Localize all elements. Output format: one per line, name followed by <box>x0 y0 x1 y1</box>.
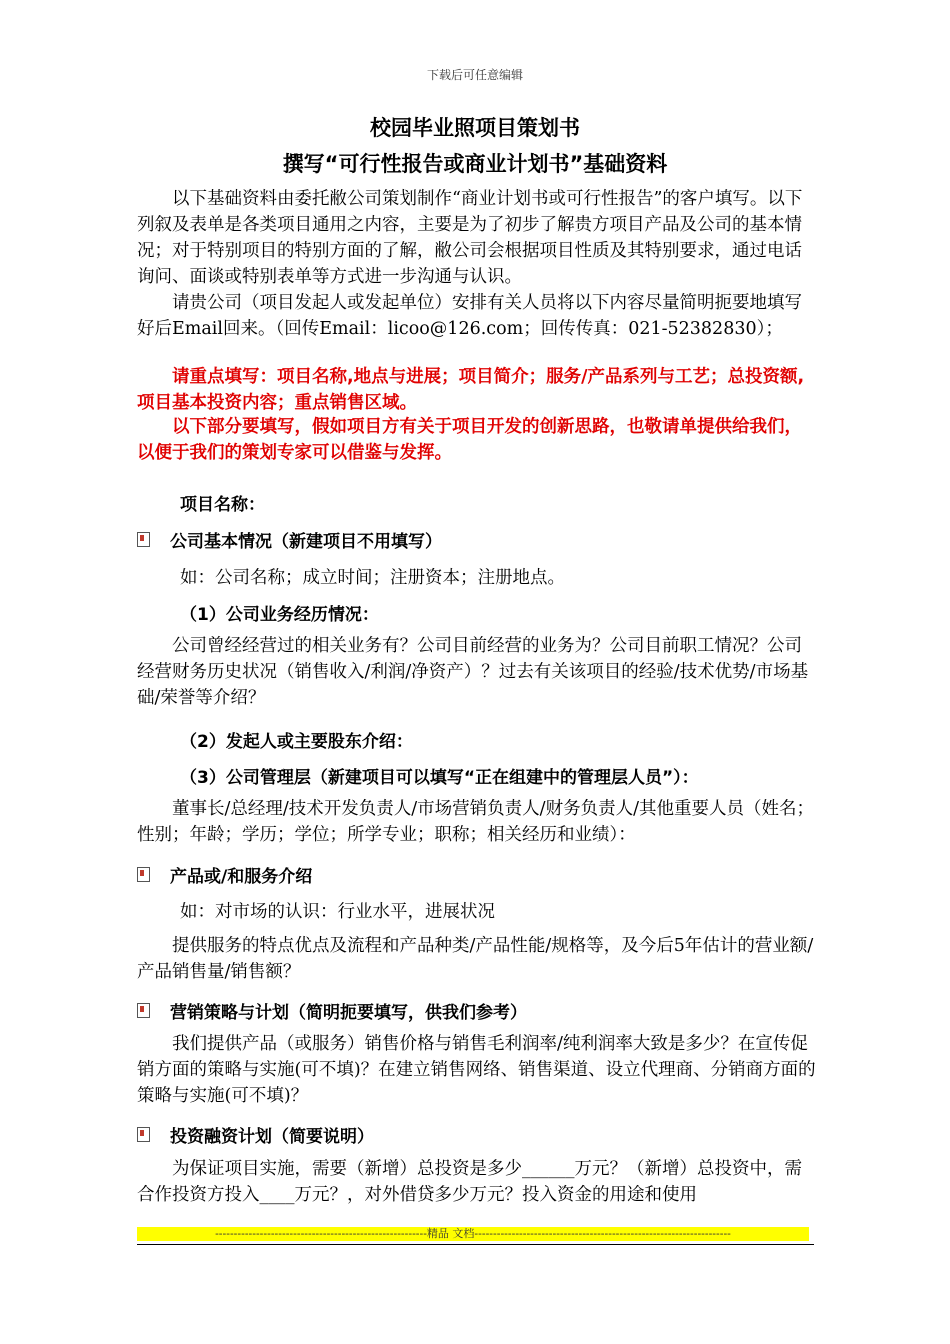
section-title: 产品或/和服务介绍 <box>170 867 313 887</box>
section-text: 为保证项目实施，需要（新增）总投资是多少______万元？（新增）总投资中，需合作投资方投入____万元？，对外借贷多少万元？投入资金的用途和使用 <box>137 1159 802 1205</box>
sub-heading-2: （2）发起人或主要股东介绍： <box>180 732 413 752</box>
document-title: 校园毕业照项目策划书 <box>370 116 580 140</box>
intro-paragraph-1: 以下基础资料由委托敝公司策划制作“商业计划书或可行性报告”的客户填写。以下列叙及表单是各类项目通用之内容，主要是为了初步了解贵方项目产品及公司的基本情况；对于特别项目的特别方面的了解，敝公司会根据项目性质及其特别要求，通过电话询问、面谈或特别表单等方式进一步沟通与认识。 <box>137 189 803 287</box>
footer-banner: ---------------------------------------------------------精品 文档--------------------------------------------------------------------- <box>137 1227 809 1241</box>
intro-paragraph-2: 请贵公司（项目发起人或发起单位）安排有关人员将以下内容尽量简明扼要地填写好后Email回来。（回传Email：licoo@126.com；回传传真：021-52382830）； <box>137 293 802 339</box>
red-note-2: 以下部分要填写，假如项目方有关于项目开发的创新思路，也敬请单提供给我们，以便于我们的策划专家可以借鉴与发挥。 <box>137 417 802 463</box>
section-text: 我们提供产品（或服务）销售价格与销售毛利润率/纯利润率大致是多少？在宣传促销方面的策略与实施(可不填)？在建立销售网络、销售渠道、设立代理商、分销商方面的策略与实施(可不填)？ <box>137 1034 816 1106</box>
sub-heading-1: （1）公司业务经历情况： <box>180 605 379 625</box>
sub-heading-3: （3）公司管理层（新建项目可以填写“正在组建中的管理层人员”）： <box>180 768 699 788</box>
section-products <box>137 862 312 887</box>
checkbox-icon <box>137 532 150 547</box>
section-title: 公司基本情况（新建项目不用填写） <box>170 532 442 552</box>
section-example: 如：公司名称；成立时间；注册资本；注册地点。 <box>180 568 565 588</box>
page-header: 下载后可任意编辑 <box>426 68 523 82</box>
red-note-1: 请重点填写：项目名称,地点与进展；项目简介；服务/产品系列与工艺；总投资额,项目基本投资内容；重点销售区域。 <box>137 367 805 413</box>
section-text: 提供服务的特点优点及流程和产品种类/产品性能/规格等，及今后5年估计的营业额/产品销售量/销售额？ <box>137 936 814 982</box>
section-title: 营销策略与计划（简明扼要填写，供我们参考） <box>170 1003 527 1023</box>
project-name-label: 项目名称： <box>180 495 265 515</box>
section-investment <box>137 1122 374 1147</box>
section-example: 如：对市场的认识：行业水平，进展状况 <box>180 902 495 922</box>
checkbox-icon <box>137 1127 150 1142</box>
section-company-info <box>137 527 442 552</box>
sub-3-text: 董事长/总经理/技术开发负责人/市场营销负责人/财务负责人/其他重要人员（姓名；性别；年龄；学历；学位；所学专业；职称；相关经历和业绩）： <box>137 799 814 845</box>
footer-divider <box>137 1244 814 1245</box>
section-title: 投资融资计划（简要说明） <box>170 1127 374 1147</box>
sub-1-text: 公司曾经经营过的相关业务有？公司目前经营的业务为？公司目前职工情况？公司经营财务历史状况（销售收入/利润/净资产）？过去有关该项目的经验/技术优势/市场基础/荣誉等介绍？ <box>137 636 809 708</box>
document-subtitle: 撰写“可行性报告或商业计划书”基础资料 <box>282 152 668 176</box>
checkbox-icon <box>137 1003 150 1018</box>
checkbox-icon <box>137 867 150 882</box>
section-marketing <box>137 998 527 1023</box>
